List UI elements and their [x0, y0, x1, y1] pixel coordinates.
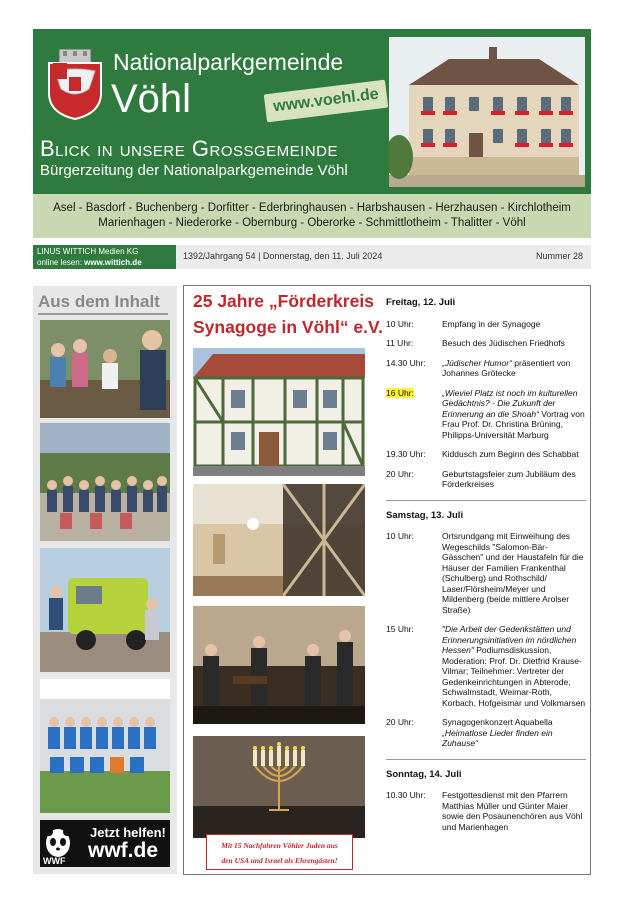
entry-time: 19.30 Uhr:	[386, 449, 426, 459]
districts-list	[33, 194, 591, 238]
entry-description: Kiddusch zum Beginn des Schabbat	[442, 449, 579, 459]
program-entry	[386, 531, 586, 615]
event-program	[386, 298, 586, 841]
entry-text: Synagogenkonzert Aquabella	[442, 717, 553, 727]
entry-italic-title: „Heimatlose Lieder finden ein Zuhause“	[442, 727, 553, 748]
coat-of-arms-icon	[45, 49, 105, 121]
online-label: online lesen:	[37, 258, 82, 267]
contents-sidebar	[33, 286, 177, 874]
synagogue-interior-photo	[193, 484, 365, 596]
entry-description	[442, 717, 586, 749]
publisher-link[interactable]: www.wittich.de	[84, 258, 142, 267]
caption-line-2: den USA und Israel als Ehrengästen!	[221, 856, 338, 865]
entry-time: 15 Uhr:	[386, 624, 414, 634]
sidebar-title: Aus dem Inhalt	[38, 292, 160, 311]
town-name: Vöhl	[111, 77, 192, 121]
program-entry	[386, 358, 586, 379]
entry-time: 10 Uhr:	[386, 531, 414, 541]
entry-time-text: 16 Uhr:	[386, 387, 414, 398]
entry-description: Festgottesdienst mit den Pfarrern Matthias Müller und Günter Maier sowie den Posaunenchören aus Vöhl und Marienhagen	[442, 790, 583, 832]
headline-line-1: 25 Jahre „Förderkreis	[193, 291, 374, 311]
sidebar-divider	[38, 313, 168, 315]
entry-time: 20 Uhr:	[386, 468, 414, 479]
wwf-ad[interactable]	[40, 820, 170, 867]
masthead	[33, 29, 591, 189]
caption-line-1: Mit 15 Nachfahren Vöhler Juden aus	[221, 841, 338, 850]
entry-text: präsentiert von Johannes Grötecke	[442, 357, 571, 378]
group-photo	[40, 423, 170, 541]
day-heading-friday: Freitag, 12. Juli	[386, 297, 456, 308]
districts-line-2: Marienhagen - Niederorke - Obernburg - Oberorke - Schmittlotheim - Thalitter - Vöhl	[98, 217, 526, 229]
synagogue-exterior-photo	[193, 348, 365, 476]
band-photo	[193, 606, 365, 724]
entry-time: 10.30 Uhr:	[386, 790, 426, 800]
day-heading-sunday: Sonntag, 14. Juli	[386, 768, 462, 780]
issue-date: 1392/Jahrgang 54 | Donnerstag, den 11. Juli 2024	[183, 251, 383, 261]
entry-description: Ortsrundgang mit Einweihung des Wegeschilds "Salomon-Bär-Gässchen" und der Haustafeln für die Häuser der Familien Frankenthal (Schulberg) und Rothschild/ Laser/Flörsheim/Meyer und Mildenberg (beide mittlere Arolser Straße)	[442, 531, 584, 615]
entry-description	[442, 388, 586, 441]
entry-time-highlighted	[386, 388, 442, 441]
children-photo	[40, 320, 170, 418]
entry-text: Podiumsdiskussion, Moderation: Prof. Dr. Dietfrid Krause-Vilmar; Teilnehmer: Vertreter der Gedenkeinrichtungen in Abterode, Schwalmstadt, Weimar-Roth, Korbach, Hofgeismar und Volkmarsen	[442, 645, 586, 708]
program-entry	[386, 338, 586, 349]
entry-italic-title: "Die Arbeit der Gedenkstätten und Erinnerungsinitiativen im nördlichen Hessen"	[442, 624, 577, 655]
entry-italic-title: „Wieviel Platz ist noch im kulturellen Gedächtnis? - Die Zukunft der Erinnerung an die Shoah“	[442, 387, 578, 419]
entry-text: Vortrag von Frau Prof. Dr. Christina Brüning, Philipps-Universität Marburg	[442, 408, 585, 440]
program-entry	[386, 388, 586, 441]
program-entry	[386, 790, 586, 832]
publisher-name: LINUS WITTICH Medien KG	[37, 247, 139, 256]
football-team-photo	[40, 679, 170, 813]
wwf-url[interactable]: wwf.de	[88, 839, 159, 862]
day-divider	[386, 500, 586, 501]
wwf-call-to-action: Jetzt helfen!	[90, 825, 166, 840]
issue-info-bar	[33, 245, 591, 269]
article-box	[183, 285, 591, 875]
section-subheadline: Bürgerzeitung der Nationalparkgemeinde Vöhl	[40, 162, 348, 179]
entry-description	[442, 624, 586, 708]
day-heading-saturday: Samstag, 13. Juli	[386, 509, 464, 521]
day-divider	[386, 759, 586, 760]
website-link[interactable]: www.voehl.de	[264, 80, 389, 123]
program-entry	[386, 717, 586, 749]
headline-line-2: Synagoge in Vöhl“ e.V.	[193, 317, 383, 337]
program-entry	[386, 469, 586, 490]
entry-description: Geburtstagsfeier zum Jubiläum des Förderkreises	[442, 468, 576, 489]
entry-time: 10 Uhr:	[386, 318, 414, 329]
entry-time: 11 Uhr:	[386, 338, 414, 348]
districts-line-1: Asel - Basdorf - Buchenberg - Dorfitter - Ederbringhausen - Harbshausen - Herzhausen - Kirchlotheim	[53, 202, 571, 214]
program-entry	[386, 624, 586, 708]
entry-description	[442, 358, 586, 379]
publication-title: Nationalparkgemeinde	[113, 49, 344, 75]
town-hall-photo	[389, 37, 585, 187]
article-headline	[193, 288, 383, 340]
vehicle-photo	[40, 548, 170, 672]
wwf-logo-text: WWF	[43, 856, 66, 866]
entry-description: Empfang in der Synagoge	[442, 318, 541, 329]
entry-time: 20 Uhr:	[386, 717, 414, 727]
program-entry	[386, 449, 586, 460]
entry-italic-title: „Jüdischer Humor“	[442, 357, 512, 368]
program-entry	[386, 319, 586, 330]
menorah-photo	[193, 736, 365, 838]
entry-time: 14.30 Uhr:	[386, 357, 426, 368]
issue-number: Nummer 28	[535, 251, 583, 261]
publisher-box	[33, 245, 176, 269]
section-headline: Blick in unsere Grossgemeinde	[40, 136, 339, 161]
entry-description: Besuch des Jüdischen Friedhofs	[442, 338, 565, 348]
photo-caption	[206, 834, 353, 870]
